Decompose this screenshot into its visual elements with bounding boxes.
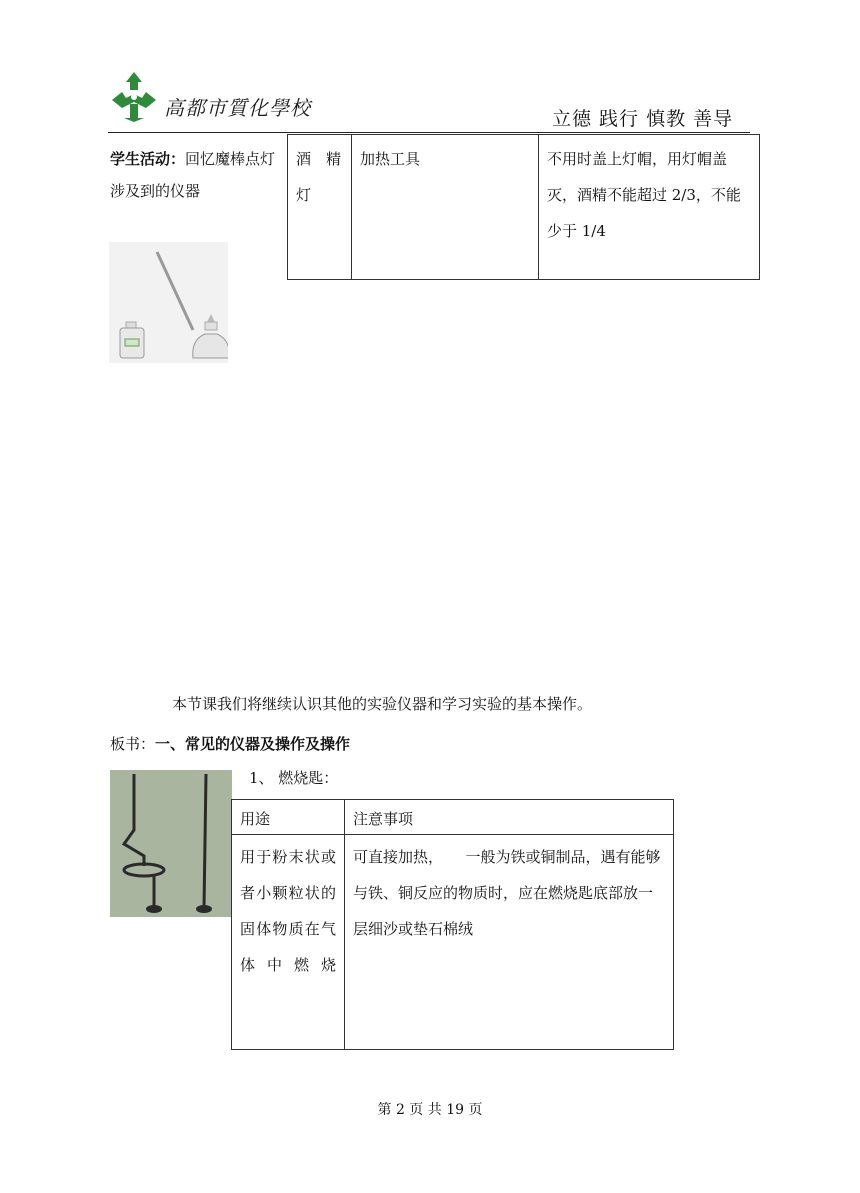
- page-footer: 第 2 页 共 19 页: [377, 1102, 483, 1118]
- school-logo: [108, 70, 311, 122]
- instrument-note-cell: [539, 135, 760, 280]
- combustion-spoon-icon: [110, 770, 232, 917]
- alcohol-lamp-table: [287, 134, 760, 280]
- school-name: 高都市質化學校: [164, 96, 311, 120]
- school-motto: 立德 践行 慎教 善导: [552, 108, 734, 130]
- header-divider: [108, 132, 750, 133]
- instrument-name: 酒 精 灯: [296, 150, 357, 204]
- table-row: [288, 135, 760, 280]
- student-activity: [110, 143, 280, 207]
- spoon-use: 用于粉末状或者小颗粒状的固体物质在气体中燃烧: [240, 848, 336, 974]
- spoon-heading: 1、 燃烧匙：: [249, 769, 339, 787]
- alcohol-lamp-illustration-icon: [109, 242, 228, 363]
- table-row: [232, 835, 674, 1050]
- instrument-use: 加热工具: [360, 150, 421, 168]
- combustion-spoon-table: [231, 799, 674, 1050]
- instrument-name-cell: [288, 135, 357, 280]
- spoon-note: 可直接加热， 一般为铁或铜制品，遇有能够与铁、铜反应的物质时，应在燃烧匙底部放一层细沙或垫石棉绒: [353, 848, 661, 938]
- table-header-row: [232, 800, 674, 835]
- instruments-illustration: [109, 242, 228, 363]
- activity-text: 回忆魔棒点灯涉及到的仪器: [110, 150, 276, 200]
- spoon-note-cell: [345, 835, 674, 1050]
- activity-label: 学生活动：: [110, 150, 186, 168]
- spoon-use-cell: [232, 835, 345, 1050]
- instrument-use-cell: [352, 135, 539, 280]
- column-header-use: 用途: [232, 800, 345, 835]
- column-header-note: 注意事项: [345, 800, 674, 835]
- instrument-note: 不用时盖上灯帽，用灯帽盖灭，酒精不能超过 2/3，不能少于 1/4: [547, 150, 741, 240]
- board-heading: [110, 733, 350, 754]
- board-title: 一、常见的仪器及操作及操作: [155, 735, 351, 753]
- combustion-spoon-photo: [110, 770, 232, 917]
- board-label: 板书：: [110, 735, 156, 753]
- lesson-intro: 本节课我们将继续认识其他的实验仪器和学习实验的基本操作。: [172, 695, 593, 713]
